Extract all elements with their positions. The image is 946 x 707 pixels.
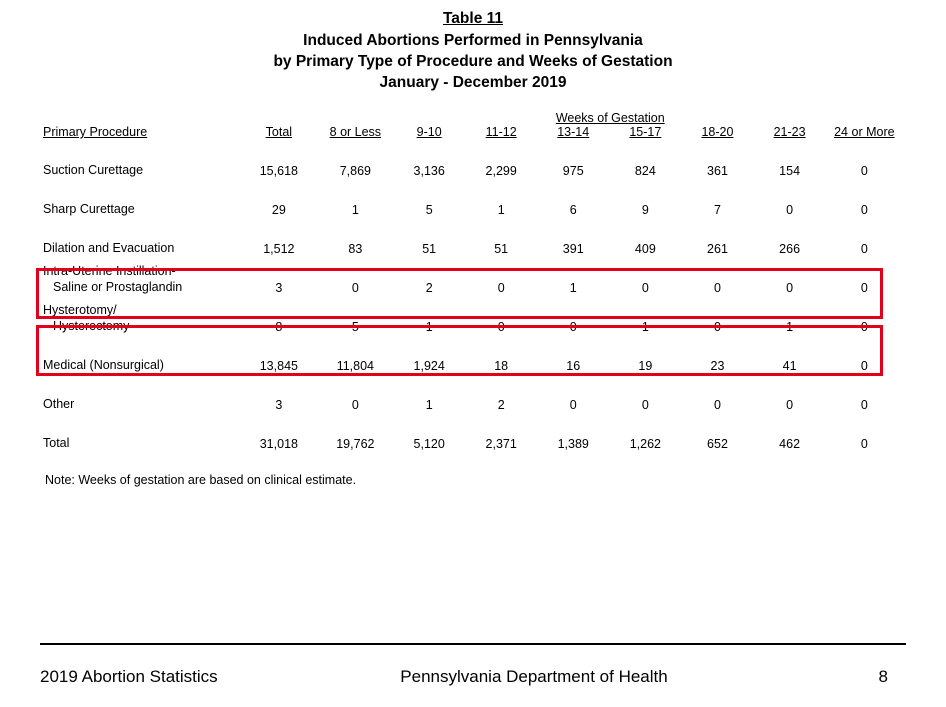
cell-11-12: 51 [494, 242, 509, 256]
cell-24-or-more: 0 [860, 437, 868, 451]
column-header-11-12: 11-12 [485, 125, 517, 139]
cell-13-14: 0 [569, 398, 577, 412]
cell-8-or-less: 11,804 [336, 359, 374, 373]
table-row [43, 256, 903, 295]
cell-13-14: 1 [569, 281, 577, 295]
row-label [43, 412, 240, 451]
column-header-24-or-more: 24 or More [834, 125, 895, 139]
table-note: Note: Weeks of gestation are based on clinical estimate. [45, 473, 357, 487]
cell-15-17: 1,262 [629, 437, 661, 451]
row-label [43, 373, 240, 412]
cell-21-23: 462 [779, 437, 801, 451]
cell-11-12: 1 [497, 203, 505, 217]
cell-24-or-more: 0 [860, 281, 868, 295]
footer-center-text: Pennsylvania Department of Health [400, 667, 668, 686]
column-header-row [43, 125, 903, 139]
cell-11-12: 2,371 [485, 437, 517, 451]
cell-15-17: 409 [634, 242, 656, 256]
cell-13-14: 0 [569, 320, 577, 334]
table-row [43, 334, 903, 373]
row-label [43, 256, 240, 295]
statistics-table-wrapper [43, 93, 903, 451]
cell-18-20: 0 [714, 320, 721, 334]
cell-18-20: 7 [714, 203, 721, 217]
table-row [43, 373, 903, 412]
cell-total: 8 [275, 320, 283, 334]
cell-13-14: 16 [566, 359, 581, 373]
cell-total: 15,618 [259, 164, 298, 178]
title-block [0, 0, 946, 93]
cell-21-23: 0 [786, 203, 794, 217]
cell-21-23: 266 [779, 242, 801, 256]
cell-9-10: 1 [425, 320, 433, 334]
cell-11-12: 2 [497, 398, 505, 412]
column-header-9-10: 9-10 [416, 125, 442, 139]
footer-left-text: 2019 Abortion Statistics [40, 667, 218, 686]
cell-11-12: 18 [494, 359, 509, 373]
cell-total: 13,845 [259, 359, 298, 373]
page-footer [40, 659, 906, 695]
column-header-15-17: 15-17 [629, 125, 662, 139]
row-label-line1: Sharp Curettage [43, 202, 135, 216]
cell-24-or-more: 0 [860, 203, 868, 217]
table-row-total [43, 412, 903, 451]
title-line-2: by Primary Type of Procedure and Weeks of Gestation [273, 53, 673, 70]
cell-24-or-more: 0 [860, 359, 868, 373]
row-label [43, 334, 240, 373]
cell-9-10: 1 [425, 398, 433, 412]
cell-21-23: 0 [786, 281, 794, 295]
row-label [43, 178, 240, 217]
cell-15-17: 824 [634, 164, 656, 178]
column-header-18-20: 18-20 [701, 125, 734, 139]
cell-8-or-less: 7,869 [339, 164, 371, 178]
cell-15-17: 19 [638, 359, 653, 373]
cell-8-or-less: 0 [351, 398, 359, 412]
statistics-table [43, 111, 903, 451]
cell-15-17: 0 [641, 281, 649, 295]
cell-13-14: 975 [562, 164, 584, 178]
cell-13-14: 1,389 [557, 437, 589, 451]
cell-18-20: 0 [714, 281, 721, 295]
cell-9-10: 2 [425, 281, 433, 295]
cell-18-20: 0 [714, 398, 721, 412]
title-line-1: Induced Abortions Performed in Pennsylvania [303, 32, 643, 49]
row-label-line2: Saline or Prostaglandin [53, 280, 183, 294]
cell-21-23: 154 [779, 164, 801, 178]
footer-divider [40, 643, 906, 645]
table-row [43, 217, 903, 256]
cell-9-10: 51 [422, 242, 437, 256]
cell-21-23: 0 [786, 398, 794, 412]
row-label-line1: Medical (Nonsurgical) [43, 358, 164, 372]
cell-11-12: 2,299 [485, 164, 517, 178]
group-header-weeks-of-gestation: Weeks of Gestation [555, 111, 665, 125]
cell-18-20: 261 [707, 242, 728, 256]
row-label-line2: Hysterectomy [53, 319, 130, 333]
cell-15-17: 9 [641, 203, 649, 217]
cell-18-20: 23 [710, 359, 725, 373]
row-label [43, 295, 240, 334]
column-header-primary-procedure: Primary Procedure [43, 125, 148, 139]
row-label-line1: Hysterotomy/ [43, 303, 117, 317]
footer-page-number: 8 [878, 667, 888, 686]
cell-total: 3 [275, 398, 283, 412]
cell-11-12: 0 [497, 281, 505, 295]
cell-total: 1,512 [263, 242, 295, 256]
column-header-13-14: 13-14 [557, 125, 590, 139]
table-row [43, 295, 903, 334]
table-row [43, 139, 903, 178]
cell-8-or-less: 19,762 [336, 437, 375, 451]
cell-15-17: 1 [641, 320, 649, 334]
title-line-3: January - December 2019 [379, 74, 567, 91]
cell-21-23: 1 [786, 320, 794, 334]
row-label-line1: Dilation and Evacuation [43, 241, 175, 255]
row-label-line1: Total [43, 436, 70, 450]
cell-18-20: 361 [707, 164, 728, 178]
table-row [43, 178, 903, 217]
cell-8-or-less: 0 [351, 281, 359, 295]
cell-24-or-more: 0 [860, 242, 868, 256]
cell-24-or-more: 0 [860, 398, 868, 412]
cell-8-or-less: 83 [348, 242, 363, 256]
table-number: Table 11 [442, 10, 504, 27]
row-label-line1: Intra-Uterine Instillation- [43, 264, 176, 278]
row-label [43, 139, 240, 178]
cell-21-23: 41 [782, 359, 797, 373]
cell-18-20: 652 [707, 437, 728, 451]
cell-24-or-more: 0 [860, 164, 868, 178]
column-header-8-or-less: 8 or Less [329, 125, 382, 139]
cell-9-10: 5 [425, 203, 433, 217]
cell-total: 3 [275, 281, 283, 295]
row-label-line1: Other [43, 397, 75, 411]
row-label-line1: Suction Curettage [43, 163, 144, 177]
cell-13-14: 6 [569, 203, 577, 217]
row-label [43, 217, 240, 256]
cell-total: 29 [271, 203, 286, 217]
cell-9-10: 1,924 [413, 359, 445, 373]
cell-total: 31,018 [259, 437, 298, 451]
cell-8-or-less: 1 [351, 203, 359, 217]
cell-9-10: 3,136 [413, 164, 445, 178]
cell-11-12: 0 [497, 320, 505, 334]
cell-15-17: 0 [641, 398, 649, 412]
column-header-total: Total [265, 125, 293, 139]
cell-8-or-less: 5 [351, 320, 359, 334]
cell-9-10: 5,120 [413, 437, 445, 451]
cell-13-14: 391 [562, 242, 584, 256]
cell-24-or-more: 0 [860, 320, 868, 334]
group-header-row [43, 111, 903, 125]
column-header-21-23: 21-23 [773, 125, 806, 139]
